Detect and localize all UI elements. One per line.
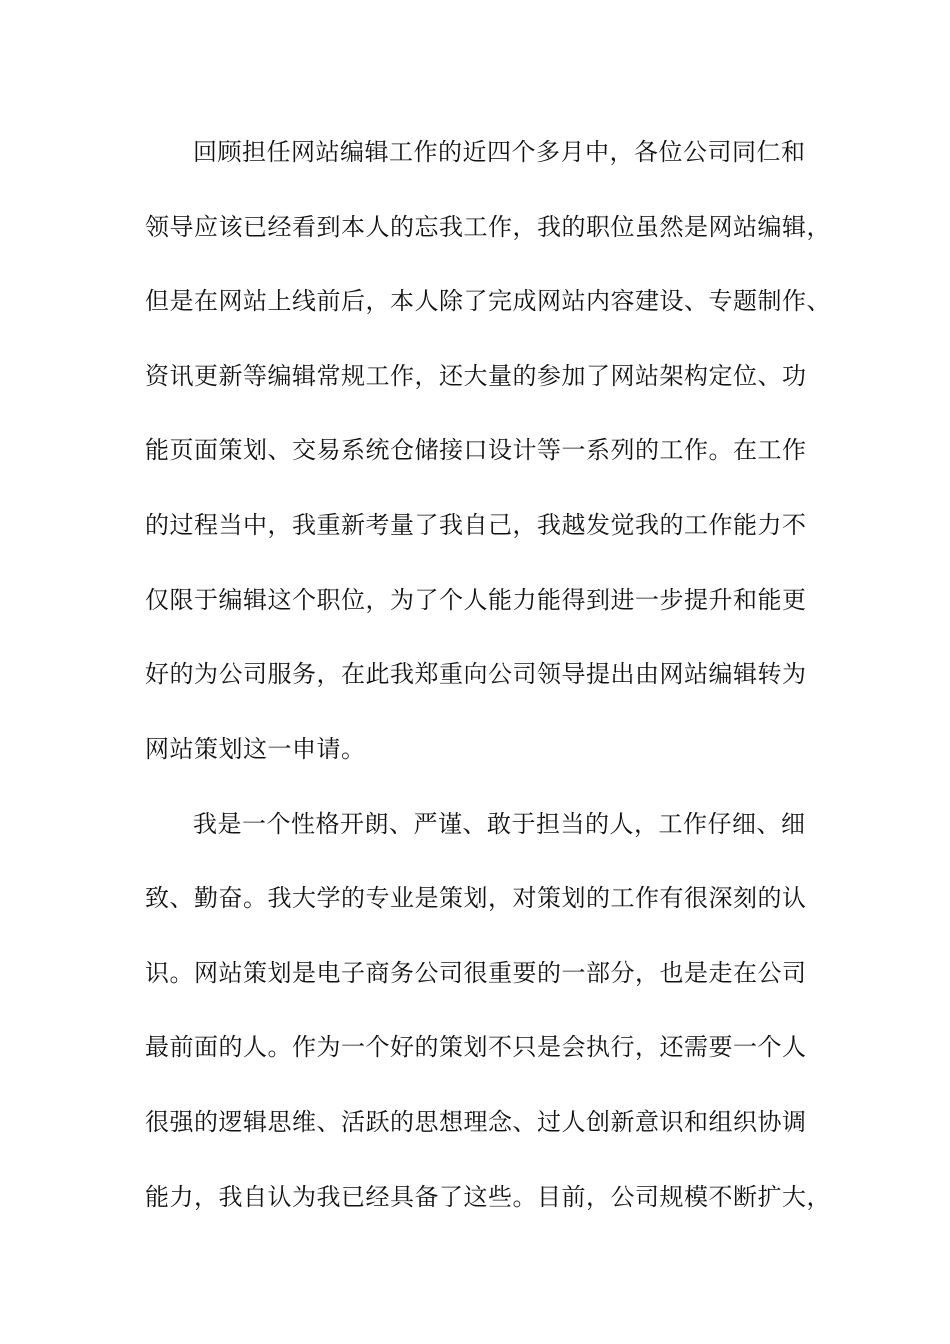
paragraph-1-line-8: 好的为公司服务，在此我郑重向公司领导提出由网站编辑转为 xyxy=(145,660,807,688)
paragraph-2-line-3: 识。网站策划是电子商务公司很重要的一部分，也是走在公司 xyxy=(145,959,807,987)
paragraph-1-line-3: 但是在网站上线前后，本人除了完成网站内容建设、专题制作、 xyxy=(145,287,831,315)
paragraph-2-line-2: 致、勤奋。我大学的专业是策划，对策划的工作有很深刻的认 xyxy=(145,884,807,912)
paragraph-2-line-1: 我是一个性格开朗、严谨、敢于担当的人，工作仔细、细 xyxy=(193,810,806,838)
paragraph-1-line-5: 能页面策划、交易系统仓储接口设计等一系列的工作。在工作 xyxy=(145,436,807,464)
paragraph-1-line-1: 回顾担任网站编辑工作的近四个多月中，各位公司同仁和 xyxy=(193,138,806,166)
paragraph-2-line-5: 很强的逻辑思维、活跃的思想理念、过人创新意识和组织协调 xyxy=(145,1108,807,1136)
paragraph-1-line-4: 资讯更新等编辑常规工作，还大量的参加了网站架构定位、功 xyxy=(145,362,807,390)
paragraph-1-line-9: 网站策划这一申请。 xyxy=(145,735,366,763)
paragraph-2-line-6: 能力，我自认为我已经具备了这些。目前，公司规模不断扩大， xyxy=(145,1183,831,1211)
paragraph-1-line-6: 的过程当中，我重新考量了我自己，我越发觉我的工作能力不 xyxy=(145,511,807,539)
paragraph-2-line-4: 最前面的人。作为一个好的策划不只是会执行，还需要一个人 xyxy=(145,1033,807,1061)
paragraph-1-line-2: 领导应该已经看到本人的忘我工作，我的职位虽然是网站编辑， xyxy=(145,213,831,241)
paragraph-1-line-7: 仅限于编辑这个职位，为了个人能力能得到进一步提升和能更 xyxy=(145,586,807,614)
